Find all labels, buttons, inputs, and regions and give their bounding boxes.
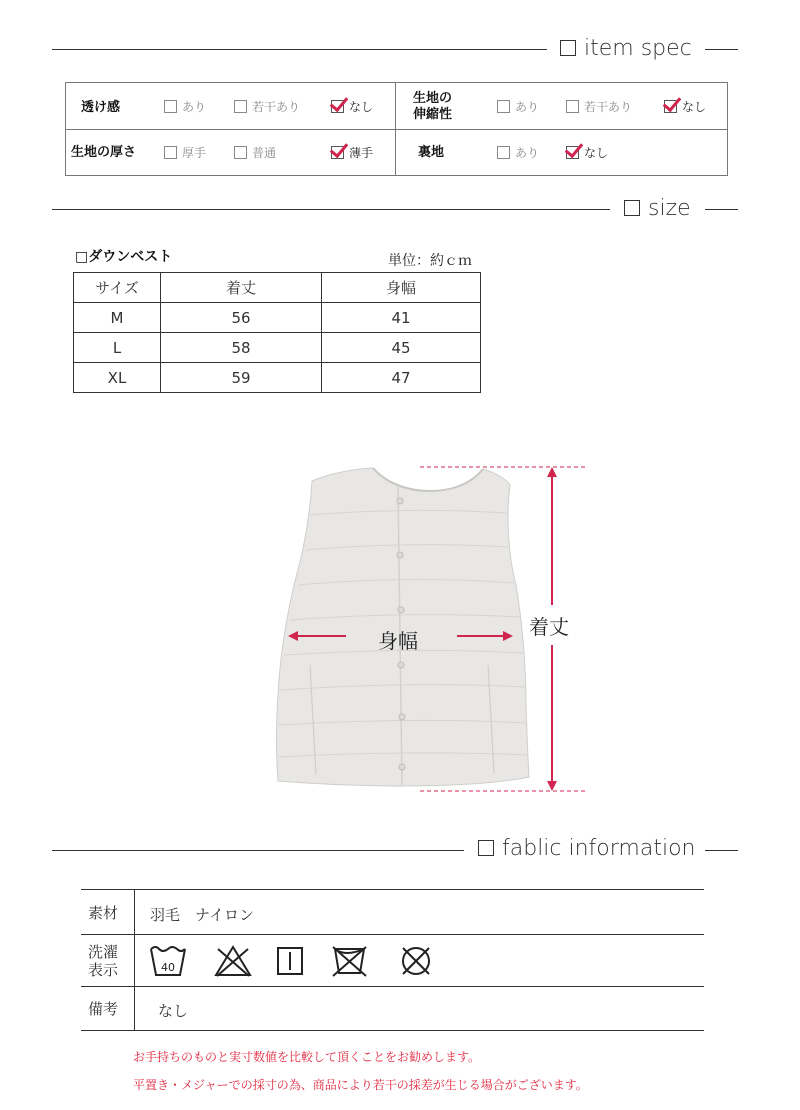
checkbox-icon	[560, 40, 576, 56]
size-table-caption: □ダウンベスト	[75, 249, 173, 265]
checkbox-icon	[497, 146, 510, 159]
section-title-fabric: fablic information	[478, 836, 695, 861]
section-rule	[52, 209, 610, 210]
section-title-item-spec: item spec	[560, 36, 692, 61]
spec-label-sheer: 透け感	[81, 100, 121, 115]
wash-temp: 40	[161, 961, 175, 974]
checked-icon	[331, 146, 344, 159]
checkbox-icon	[234, 146, 247, 159]
note-measurement: 平置き・メジャーでの採寸の為、商品により若干の採差が生じる場合がございます。	[133, 1078, 588, 1092]
table-row: M 56 41	[74, 303, 481, 333]
option-lining-yes: あり	[497, 144, 539, 161]
spec-label-stretch: 生地の 伸縮性	[413, 91, 453, 122]
checkbox-icon	[164, 100, 177, 113]
table-header-row: サイズ 着丈 身幅	[74, 273, 481, 303]
option-stretch-no: なし	[664, 98, 706, 115]
spec-table	[65, 82, 728, 176]
fabric-label-wash: 洗濯 表示	[87, 943, 118, 979]
section-rule	[705, 209, 738, 210]
option-stretch-slight: 若干あり	[566, 98, 632, 115]
option-thin: 薄手	[331, 144, 373, 161]
fabric-remarks-value: なし	[158, 1002, 189, 1020]
no-dry-clean-icon	[403, 948, 429, 974]
option-sheer-slight: 若干あり	[234, 98, 300, 115]
section-title-size: size	[624, 196, 691, 221]
checkbox-icon	[497, 100, 510, 113]
option-lining-no: なし	[566, 144, 608, 161]
hang-dry-icon	[278, 948, 302, 974]
checkbox-icon	[566, 100, 579, 113]
option-thick: 厚手	[164, 144, 206, 161]
table-row: L 58 45	[74, 333, 481, 363]
section-rule	[705, 850, 738, 851]
wash-symbols	[150, 943, 450, 979]
checkbox-icon	[478, 840, 494, 856]
checked-icon	[664, 100, 677, 113]
spec-label-lining: 裏地	[418, 145, 445, 160]
checkbox-icon	[164, 146, 177, 159]
option-normal: 普通	[234, 144, 276, 161]
spec-label-thickness: 生地の厚さ	[71, 145, 137, 160]
section-rule	[52, 850, 464, 851]
checked-icon	[331, 100, 344, 113]
width-label: 身幅	[378, 629, 418, 653]
length-label: 着丈	[529, 615, 569, 639]
fabric-label-material: 素材	[87, 904, 118, 922]
no-bleach-icon	[216, 947, 250, 976]
table-row: XL 59 47	[74, 363, 481, 393]
size-table	[73, 272, 481, 393]
checkbox-icon	[234, 100, 247, 113]
option-sheer-yes: あり	[164, 98, 206, 115]
fabric-label-remarks: 備考	[87, 1000, 118, 1018]
option-sheer-no: なし	[331, 98, 373, 115]
checkbox-icon	[624, 200, 640, 216]
fabric-material-value: 羽毛 ナイロン	[150, 906, 254, 924]
checked-icon	[566, 146, 579, 159]
section-rule	[705, 49, 738, 50]
no-tumble-dry-icon	[333, 947, 366, 976]
option-stretch-yes: あり	[497, 98, 539, 115]
section-rule	[52, 49, 547, 50]
size-unit: 単位：約ｃｍ	[388, 253, 472, 269]
note-compare: お手持ちのものと実寸数値を比較して頂くことをお勧めします。	[133, 1050, 481, 1064]
